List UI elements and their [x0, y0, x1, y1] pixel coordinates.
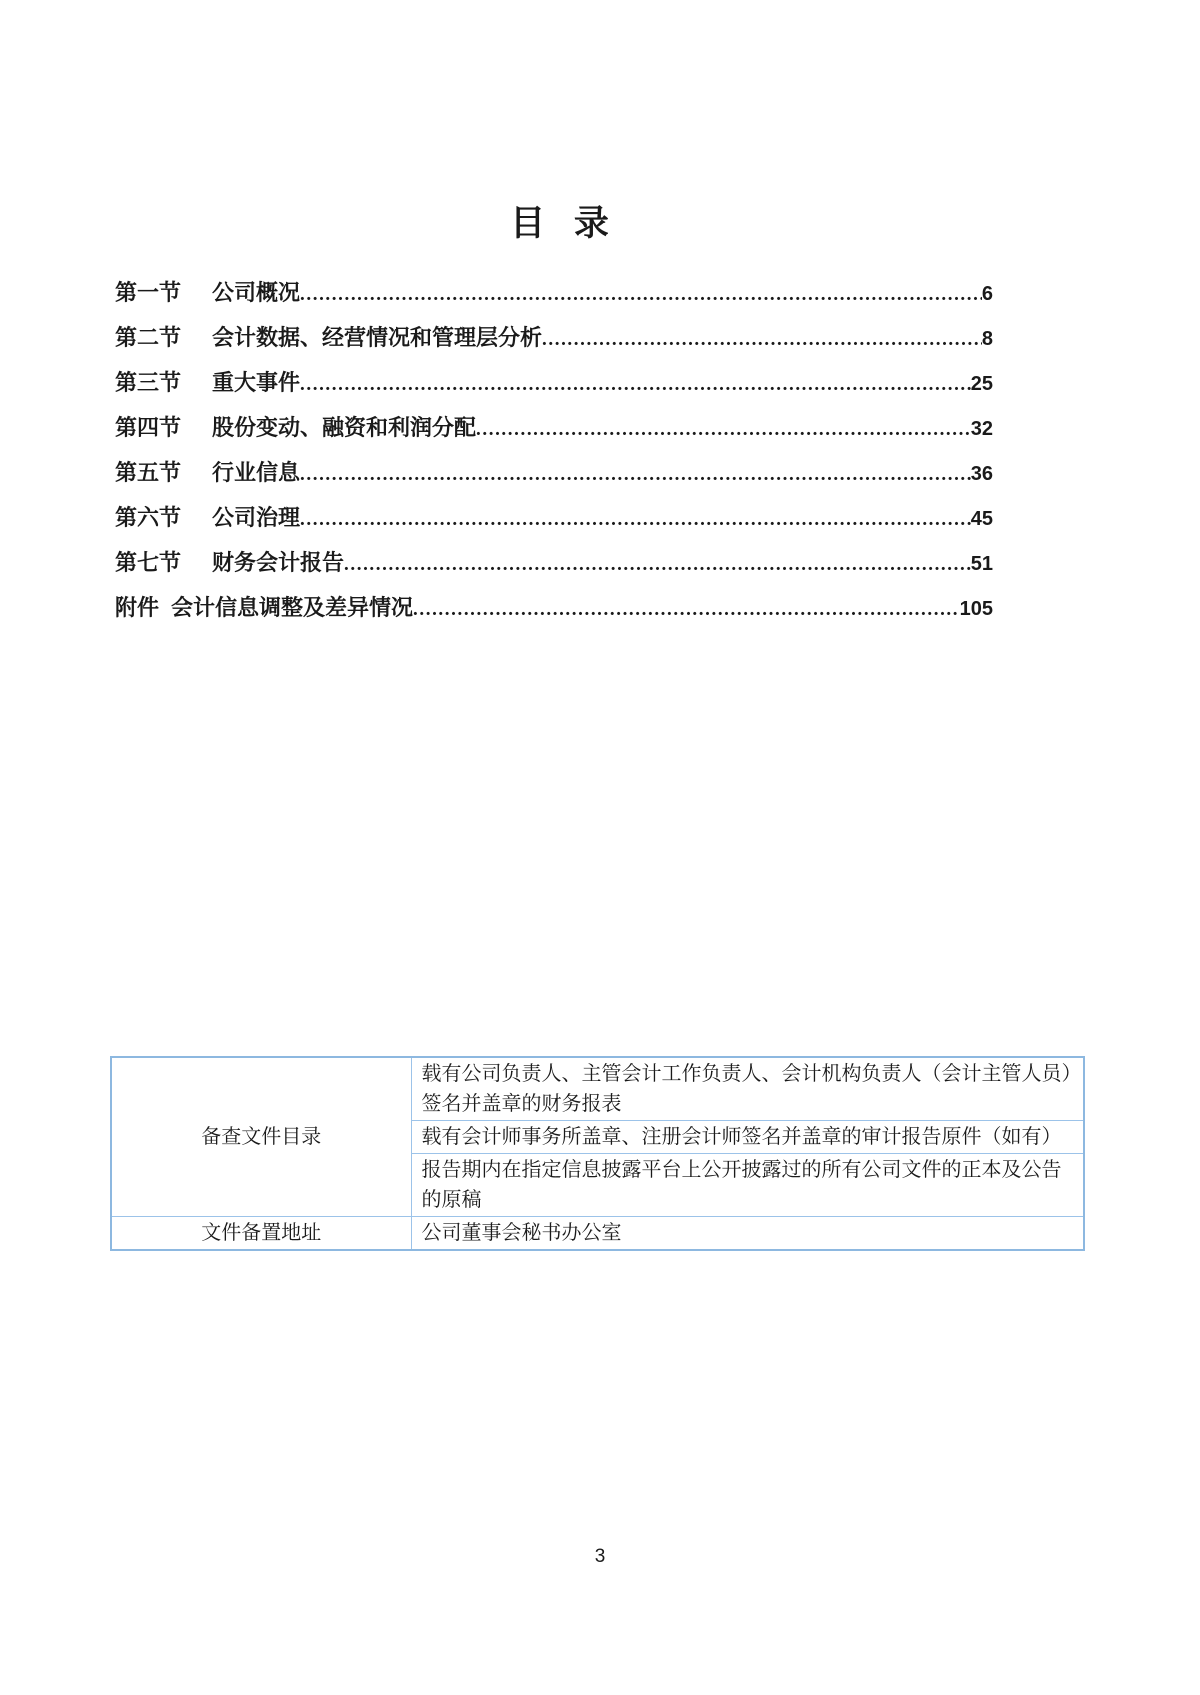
ref-table-cell: 载有会计师事务所盖章、注册会计师签名并盖章的审计报告原件（如有） [411, 1121, 1084, 1154]
toc-entry-title: 重大事件 [212, 370, 301, 395]
toc-entry-title: 会计信息调整及差异情况 [171, 595, 414, 620]
table-of-contents [115, 270, 993, 630]
toc-section-label: 第四节 [115, 415, 182, 440]
toc-page-number: 8 [981, 328, 993, 350]
toc-entry [115, 270, 993, 315]
toc-entry [115, 585, 993, 630]
toc-entry [115, 495, 993, 540]
toc-section-label: 第二节 [115, 325, 182, 350]
toc-entry [115, 540, 993, 585]
toc-entry [115, 450, 993, 495]
footer-page-number: 3 [594, 1546, 606, 1567]
toc-section-label: 第一节 [115, 280, 182, 305]
toc-entry-title: 会计数据、经营情况和管理层分析 [212, 325, 543, 350]
toc-entry [115, 360, 993, 405]
toc-entry-title: 财务会计报告 [212, 550, 345, 575]
toc-page-number: 25 [970, 373, 993, 395]
toc-entry-title: 股份变动、融资和利润分配 [212, 415, 477, 440]
ref-table-cell: 公司董事会秘书办公室 [411, 1217, 1084, 1251]
toc-section-label: 第五节 [115, 460, 182, 485]
toc-dot-leader [476, 405, 971, 452]
toc-dot-leader [300, 270, 982, 317]
ref-table-header-cell: 文件备置地址 [111, 1217, 411, 1251]
toc-entry-title: 公司治理 [212, 505, 301, 530]
toc-page-number: 45 [970, 508, 993, 530]
toc-page-number: 105 [959, 598, 993, 620]
toc-dot-leader [542, 315, 982, 362]
toc-section-label: 第七节 [115, 550, 182, 575]
toc-entry-title: 行业信息 [212, 460, 301, 485]
table-row [111, 1217, 1084, 1251]
toc-dot-leader [413, 585, 960, 632]
toc-page-number: 51 [970, 553, 993, 575]
toc-section-label: 第六节 [115, 505, 182, 530]
toc-page-number: 36 [970, 463, 993, 485]
toc-dot-leader [300, 495, 971, 542]
ref-table-header-cell: 备查文件目录 [111, 1057, 411, 1217]
toc-entry [115, 315, 993, 360]
toc-entry-title: 公司概况 [212, 280, 301, 305]
toc-page-number: 6 [981, 283, 993, 305]
toc-entry [115, 405, 993, 450]
toc-section-label: 附件 [115, 595, 160, 620]
toc-page-number: 32 [970, 418, 993, 440]
page-title: 目 录 [510, 204, 610, 243]
toc-section-label: 第三节 [115, 370, 182, 395]
reference-documents-table [110, 1056, 1085, 1251]
toc-dot-leader [344, 540, 971, 587]
table-row [111, 1057, 1084, 1121]
toc-dot-leader [300, 360, 971, 407]
toc-dot-leader [300, 450, 971, 497]
ref-table-cell: 载有公司负责人、主管会计工作负责人、会计机构负责人（会计主管人员）签名并盖章的财务报表 [411, 1057, 1084, 1121]
ref-table-cell: 报告期内在指定信息披露平台上公开披露过的所有公司文件的正本及公告的原稿 [411, 1154, 1084, 1217]
